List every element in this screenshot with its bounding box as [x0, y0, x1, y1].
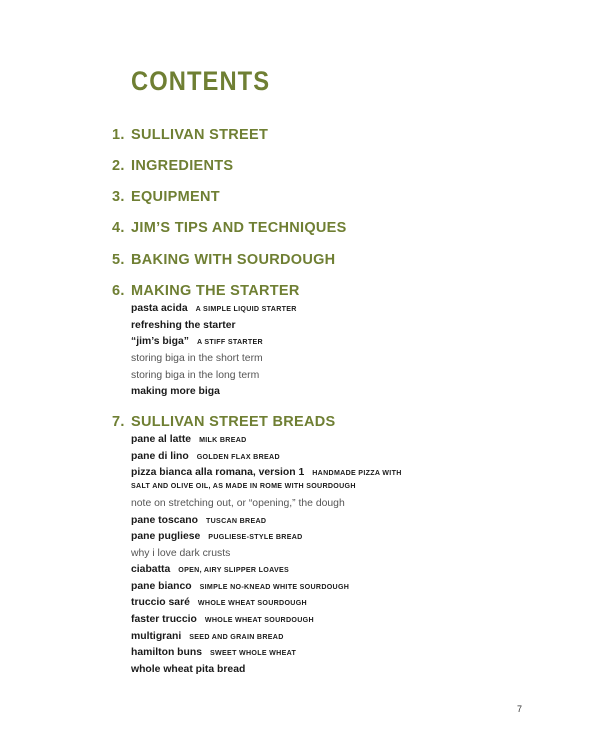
chapter-number: 2. — [112, 158, 125, 174]
toc-entry-pane-toscano[interactable] — [131, 515, 266, 526]
chapter-label: INGREDIENTS — [131, 158, 234, 174]
chapter-6[interactable] — [112, 283, 300, 299]
entry-description: PUGLIESE-STYLE BREAD — [208, 533, 303, 541]
chapter-5[interactable] — [112, 252, 335, 268]
entry-name: note on stretching out, or “opening,” the dough — [131, 498, 345, 509]
chapter-number: 7. — [112, 414, 125, 430]
entry-name: pizza bianca alla romana, version 1 — [131, 467, 305, 478]
chapter-2[interactable] — [112, 158, 233, 174]
toc-entry-pizza-bianca[interactable] — [131, 467, 402, 490]
toc-entry-ciabatta[interactable] — [131, 564, 289, 575]
toc-entry-hamilton-buns[interactable] — [131, 647, 296, 658]
toc-entry-pane-di-lino[interactable] — [131, 451, 280, 462]
toc-entry-dark-crusts[interactable] — [131, 548, 230, 559]
chapter-label: JIM’S TIPS AND TECHNIQUES — [131, 220, 347, 236]
page-number: 7 — [517, 704, 523, 714]
toc-entry-jims-biga[interactable] — [131, 336, 263, 347]
entry-description: A SIMPLE LIQUID STARTER — [195, 305, 297, 313]
toc-entry-truccio-sare[interactable] — [131, 597, 307, 608]
chapter-7[interactable] — [112, 414, 336, 430]
entry-name: truccio saré — [131, 597, 190, 608]
toc-entry-pane-al-latte[interactable] — [131, 434, 247, 445]
entry-name: pane al latte — [131, 434, 192, 445]
chapter-label: EQUIPMENT — [131, 189, 220, 205]
toc-entry-pane-bianco[interactable] — [131, 581, 349, 592]
toc-entry-stretching-note[interactable] — [131, 498, 345, 509]
chapter-label: SULLIVAN STREET BREADS — [131, 414, 336, 430]
entry-description: SIMPLE NO-KNEAD WHITE SOURDOUGH — [199, 583, 350, 591]
entry-description: GOLDEN FLAX BREAD — [196, 453, 280, 461]
entry-name: pane pugliese — [131, 531, 201, 542]
entry-name: pane di lino — [131, 451, 189, 462]
page-title: CONTENTS — [131, 66, 271, 96]
entry-name: faster truccio — [131, 614, 197, 625]
entry-description: HANDMADE PIZZA WITH — [312, 469, 402, 477]
chapter-4[interactable] — [112, 220, 347, 236]
entry-name: storing biga in the long term — [131, 370, 260, 381]
chapter-3[interactable] — [112, 189, 220, 205]
toc-entry-biga-long-term[interactable] — [131, 370, 259, 381]
chapter-label: MAKING THE STARTER — [131, 283, 300, 299]
entry-name: multigrani — [131, 631, 182, 642]
entry-name: refreshing the starter — [131, 320, 236, 331]
toc-entry-faster-truccio[interactable] — [131, 614, 314, 625]
entry-name: whole wheat pita bread — [131, 664, 246, 675]
toc-entry-pasta-acida[interactable] — [131, 303, 297, 314]
entry-name: making more biga — [131, 386, 220, 397]
entry-name: “jim’s biga” — [131, 336, 189, 347]
toc-entry-more-biga[interactable] — [131, 386, 220, 397]
entry-name: pane toscano — [131, 515, 198, 526]
chapter-number: 5. — [112, 252, 125, 268]
entry-description: WHOLE WHEAT SOURDOUGH — [204, 616, 314, 624]
entry-description: SWEET WHOLE WHEAT — [210, 649, 297, 657]
entry-name: storing biga in the short term — [131, 353, 263, 364]
entry-name: pasta acida — [131, 303, 188, 314]
entry-description: SEED AND GRAIN BREAD — [189, 633, 284, 641]
entry-name: pane bianco — [131, 581, 192, 592]
entry-description: WHOLE WHEAT SOURDOUGH — [197, 599, 307, 607]
chapter-label: BAKING WITH SOURDOUGH — [131, 252, 336, 268]
entry-description: MILK BREAD — [199, 436, 247, 444]
entry-name: hamilton buns — [131, 647, 202, 658]
chapter-number: 3. — [112, 189, 125, 205]
entry-description: A STIFF STARTER — [196, 338, 263, 346]
entry-description: OPEN, AIRY SLIPPER LOAVES — [178, 566, 290, 574]
chapter-1[interactable] — [112, 127, 268, 143]
entry-name: why i love dark crusts — [131, 548, 231, 559]
toc-entry-multigrani[interactable] — [131, 631, 284, 642]
chapter-number: 1. — [112, 127, 125, 143]
toc-entry-pita-bread[interactable] — [131, 664, 245, 675]
toc-entry-pane-pugliese[interactable] — [131, 531, 303, 542]
toc-entry-refreshing-starter[interactable] — [131, 320, 236, 331]
toc-entry-biga-short-term[interactable] — [131, 353, 263, 364]
chapter-number: 4. — [112, 220, 125, 236]
chapter-label: SULLIVAN STREET — [131, 127, 269, 143]
chapter-number: 6. — [112, 283, 125, 299]
entry-description-continued: SALT AND OLIVE OIL, AS MADE IN ROME WITH SOURDOUGH — [131, 482, 356, 490]
entry-description: TUSCAN BREAD — [205, 517, 267, 525]
entry-name: ciabatta — [131, 564, 171, 575]
